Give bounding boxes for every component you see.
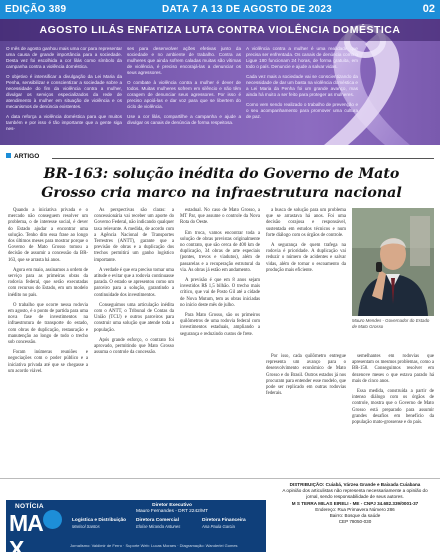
banner-title: AGOSTO LILÁS ENFATIZA LUTA CONTRA VIOLÊNCIA DOMÉSTICA: [0, 19, 440, 41]
article-column-1: [8, 208, 88, 379]
section-header: [0, 153, 440, 163]
issue-date: DATA 7 A 13 DE AGOSTO DE 2023: [162, 4, 333, 15]
article-column-4: [266, 208, 346, 278]
cep-line: CEP 78050-030: [338, 519, 372, 525]
article-paragraph: Para Mato Grosso, são os primeiros quilômetros de uma rodovia federal com investimentos estaduais, ampliando a segurança e reduzindo custos de frete.: [180, 313, 260, 337]
article-column-5: [352, 354, 434, 430]
director-block: [136, 503, 208, 515]
page-number: 02: [422, 3, 435, 15]
article-column-4-continued: [266, 354, 346, 401]
distribution-line: DISTRIBUIÇÃO: Cuiabá, Várzea Grande e Baixada Cuiabana: [289, 482, 421, 487]
section-label: [6, 153, 43, 160]
article-paragraph: Conseguimos uma articulação inédita com o ANTT, o Tribunal de Contas da União (TCU) e outros parceiros para construir uma solução que atende toda a população.: [94, 302, 174, 333]
director-title: Diretor Executivo: [152, 503, 192, 508]
article-paragraph: Quando a iniciativa privada e o mercado não conseguem resolver um problema, o de interesse social, é dever do Estado ajudar a encontrar uma solução. Tenho dito essa frase ao longo dos últimos meses para mostrar porque o Governo de Mato Grosso tomou a decisão de assumir a concessão da BR-163, que se arrasta há anos.: [8, 208, 88, 263]
article-paragraph: A verdade é que era preciso tomar uma atitude e evitar que a rodovia continuasse parada. O estado se apresentou como um parceiro para a solução, garantindo a continuidade dos investimentos.: [94, 267, 174, 298]
section-bullet-icon: [6, 153, 11, 158]
article-paragraph: Essa medida, construída a partir de intenso diálogo com os órgãos de controle, mostra que o Governo de Mato Grosso está preparado para assumir grandes desafios em benefício da população mato-grossense e do país.: [352, 389, 434, 426]
staff-title: Logística e Distribuição: [72, 518, 127, 523]
banner-column-2: [127, 46, 241, 130]
article-paragraph: estadual. No caso de Mato Grosso, a MT Par, que assume o controle da Nova Rota do Oeste.: [180, 208, 260, 226]
disclaimer-line: A opinião dos articulistas não representa necessariamente a opinião do jornal, sendo responsabilidade de seus autores.: [282, 488, 428, 500]
logo-word-ma: MA: [9, 510, 43, 536]
section-text: ARTIGO: [14, 153, 40, 160]
footer-divider: [0, 478, 440, 479]
staff-name: Eloíse Miranda Antunes: [136, 524, 181, 529]
banner-paragraph: Cada vez mais a sociedade vai se conscientizando da necessidade de dar um basta na violência doméstica e a Lei Maria da Penha foi um grande avanço, mas ainda há muito a ser feito para proteger as mulheres.: [246, 74, 358, 97]
article-paragraph: Agora em maio, assinamos a ordem de serviço para as primeiras obras da rodovia federal, que serão executadas com recursos do Estado, em um modelo inédito no país.: [8, 267, 88, 298]
staff-financial: [202, 518, 246, 530]
noticia-max-logo: [9, 503, 67, 560]
staff-name: Marisol Santos: [72, 524, 100, 529]
staff-title: Diretora Financeira: [202, 518, 246, 523]
banner-paragraph: A data reforça a violência doméstica para que muitos também e por isso é tão importante que a gente siga nes-: [6, 114, 122, 131]
banner-column-1: [6, 46, 122, 136]
article-paragraph: Após grande esforço, o contrato foi aprovado, permitindo que Mato Grosso assuma o controle da concessão.: [94, 337, 174, 356]
article-paragraph: Foram inúmeras reuniões e negociações com o poder público e a iniciativa privada até que se chegasse a um acordo viável.: [8, 350, 88, 374]
top-bar: [0, 0, 440, 19]
staff-name: Ana Paula Garcia: [202, 524, 235, 529]
banner-paragraph: A violência contra a mulher é uma realidade que precisa ser enfrentada. Os canais de denúncia como o Ligue 180 funcionam 24 horas, de forma gratuita, em todo o país. Denuncie e ajude a salvar vidas.: [246, 46, 358, 69]
logo-top-text: NOTÍCIA: [15, 503, 44, 510]
staff-credits: Jornalismo: Valdimir de Ferro · Suporte Web: Lucas Moraes · Diagramação: Wanderlei Gomes: [70, 543, 238, 548]
article-paragraph: Por isso, cada quilômetro entregue representa um avanço para o desenvolvimento econômico de Mato Grosso e do Brasil. Outros estados já nos procuram para entender esse modelo, que pode ser replicado em outras rodovias federais.: [266, 354, 346, 397]
logo-circle-icon: [43, 510, 62, 529]
article-column-3: [180, 208, 260, 342]
edition-label: EDIÇÃO 389: [5, 4, 67, 15]
article-paragraph: O trabalho que ocorre nessa rodovia em agosto, é o ponto de partida para uma nova fase de investimentos na infraestrutura de transporte do estado, com obras de duplicação, restauração e manutenção ao longo de todo o trecho sob concessão.: [8, 302, 88, 346]
banner-paragraph: O mês de agosto ganhou mais uma cor para representar uma causa de grande importância para a sociedade. Desta vez foi escolhida a cor lilás como símbolo da campanha contra a violência doméstica.: [6, 46, 122, 69]
article-paragraph: semelhantes em rodovias que apresentam os mesmos problemas, como a BR-158. Conseguimos resolver em dezenove meses o que estava parado há mais de cinco anos.: [352, 354, 434, 384]
article-paragraph: As perspectivas são claras: a concessionária vai receber um aporte do Governo Federal, não indicando qualquer taxa relevante. A medida, de acordo com a Agência Nacional de Transportes Terrestres (ANTT), garante que a previsão de obras e a duplicação dos trechos permitirá um ganho logístico importante.: [94, 208, 174, 263]
logo-word-x: X: [9, 536, 24, 560]
banner-paragraph: O combate à violência contra a mulher é dever de todos. Muitas mulheres sofrem em silêncio e não têm coragem de denunciar seus agressores. Por isso é preciso apoiá-las e dar voz para que se libertem do ciclo de violência.: [127, 80, 241, 109]
distribution-info: [276, 482, 434, 525]
article-paragraph: Em troca, vamos encontrar toda a solução de obras previstas originalmente no contrato, que são cerca de 400 km de duplicação, 34 obras de arte especiais (pontes, trevos e viadutos), além de passarelas e a recuperação estrutural da via. As obras já estão em andamento.: [180, 230, 260, 273]
staff-title: Diretora Comercial: [136, 518, 179, 523]
address-line: Endereço: Rua Primavera Número 286: [315, 506, 395, 512]
company-line: M S TERRA MILAS EIRELI - ME - CNPJ 34.682.339/0001-37: [291, 500, 419, 506]
banner-paragraph: O objetivo é intensificar a divulgação da Lei Maria da Penha, sensibilizar e conscientizar a sociedade sobre a necessidade do fim da violência contra a mulher, divulgar os serviços especializados da rede de atendimento à mulher em situação de violência e os mecanismos de denúncia existentes.: [6, 74, 122, 109]
banner-column-3: [246, 46, 358, 124]
article-column-2: [94, 208, 174, 360]
article-headline: BR-163: solução inédita do Governo de Mato Grosso cria marco na infraestrutura nacional: [41, 166, 402, 201]
governor-portrait-image: [352, 208, 434, 316]
article-paragraph: A segurança de quem trafega na rodovia é prioridade. A duplicação vai reduzir o número de acidentes e salvar vidas, além de tornar o escoamento da produção mais eficiente.: [266, 243, 346, 273]
staff-logistics: [72, 518, 126, 530]
district-line: Bairro: Bosque da saúde: [329, 513, 381, 519]
newspaper-masthead: [6, 500, 266, 560]
agosto-lilas-banner: [0, 19, 440, 145]
logo-wordmark: [9, 510, 67, 560]
banner-paragraph: Como vem sendo realizado o trabalho de prevenção e o seu acompanhamento para promover uma cultura de paz.: [246, 102, 358, 119]
banner-paragraph: Use a cor lilás, compartilhe a campanha e ajude a divulgar os canais de denúncia de forma respeitosa.: [127, 114, 241, 125]
article-paragraph: A previsão é que em 8 anos sejam investidos R$ 1,5 bilhão. O trecho mais crítico, que vai de Posto Gil até a cidade de Nova Mutum, tem as obras iniciadas no início deste mês de julho.: [180, 278, 260, 308]
section-divider: [52, 158, 434, 159]
director-name: Mauro Fernandes - DRT 2242/MT: [136, 509, 209, 514]
governor-photo: [352, 208, 434, 316]
article-paragraph: a busca de solução para um problema que se arrastava há anos. Foi uma decisão corajosa e responsável, sustentada em estudos técnicos e num forte diálogo com os órgãos de controle.: [266, 208, 346, 238]
banner-paragraph: ses para desenvolver ações efetivas junto da sociedade e no ambiente de trabalho. Contra as mulheres que ainda sofrem caladas muitas são vítimas de violência, é preciso encorajá-las a denunciar os seus agressores.: [127, 46, 241, 75]
staff-commercial: [136, 518, 180, 530]
photo-caption: Mauro Mendes - Governador do Estado de Mato Grosso: [352, 318, 430, 329]
